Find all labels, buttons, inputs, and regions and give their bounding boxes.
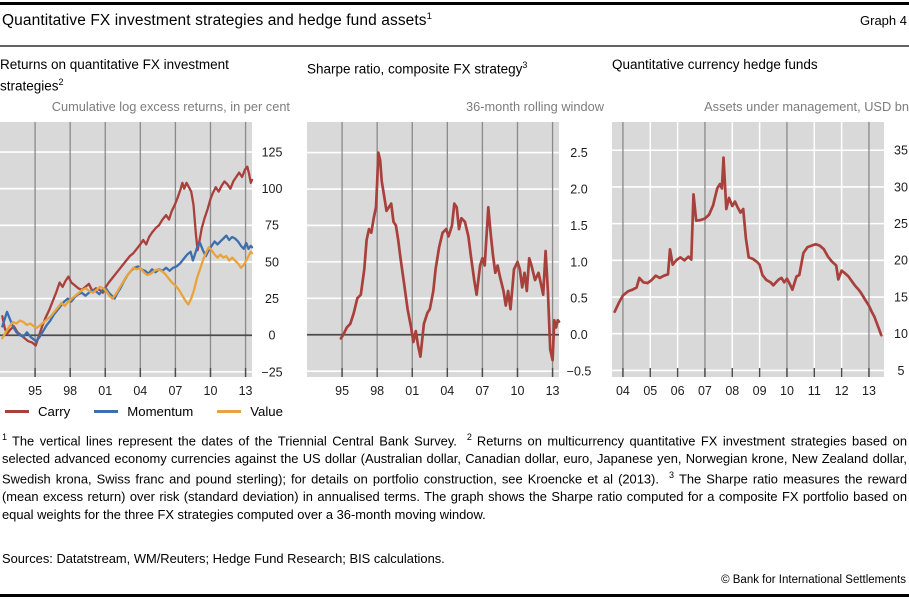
x-axis-tick-label: 07 (697, 384, 712, 398)
footnote-marker-2: 2 (466, 432, 472, 442)
header-rule (0, 45, 909, 47)
momentum-line-swatch (94, 410, 118, 414)
panel-sharpe-ratio (307, 57, 604, 401)
x-axis-tick-label: 12 (834, 384, 849, 398)
x-axis-tick-label: 11 (807, 384, 821, 398)
y-axis-tick-label: 25 (894, 217, 908, 232)
x-axis-tick-label: 13 (238, 384, 253, 398)
y-axis-tick-label: 30 (894, 180, 908, 195)
y-axis-tick-label: 75 (265, 218, 279, 233)
y-axis-tick-label: 125 (261, 145, 283, 160)
y-axis-tick-label: 0 (268, 328, 276, 343)
y-axis-tick-label: −0.5 (566, 364, 592, 379)
panel-title-text: Quantitative currency hedge funds (612, 57, 818, 72)
bottom-rule (0, 594, 909, 597)
chart-svg (0, 120, 290, 401)
chart-returns (0, 120, 290, 401)
page-title-text: Quantitative FX investment strategies and hedge fund assets (2, 12, 427, 30)
graph-number: Graph 4 (860, 13, 907, 29)
legend-item-carry (5, 404, 70, 419)
copyright-notice: © Bank for International Settlements (721, 574, 906, 586)
panel-fx-returns (0, 57, 290, 419)
y-axis-tick-label: 2.0 (570, 182, 588, 197)
chart-svg (307, 120, 597, 401)
footnotes (2, 429, 907, 524)
legend-item-value (217, 404, 283, 419)
panel-title (307, 57, 604, 94)
footnote-text-3: The Sharpe ratio measures the reward (mean excess return) over risk (standard deviation) in annualised terms. The graph shows the Sharpe ratio computed for a composite FX portfolio based on equal weights for the three FX strategies computed over a 36-month moving window. (2, 471, 907, 522)
x-axis-tick-label: 04 (133, 384, 148, 398)
panel-title (612, 57, 909, 94)
x-axis-tick-label: 05 (643, 384, 658, 398)
y-axis-tick-label: −25 (261, 365, 283, 380)
x-axis-tick-label: 13 (862, 384, 876, 398)
chart-aum (612, 120, 909, 401)
carry-line-swatch (5, 410, 29, 414)
title-footnote-marker: 1 (426, 11, 433, 22)
value-line-swatch (217, 410, 241, 414)
legend-item-momentum (94, 404, 193, 419)
x-axis-tick-label: 09 (752, 384, 767, 398)
y-axis-tick-label: 100 (261, 182, 283, 197)
y-axis-tick-label: 10 (894, 327, 908, 342)
y-axis-tick-label: 5 (897, 363, 905, 378)
chart-svg (612, 120, 909, 401)
legend-label: Carry (38, 404, 71, 419)
panel-axis-unit-label: Assets under management, USD bn (704, 99, 909, 114)
chart-sharpe (307, 120, 604, 401)
panel-title (0, 57, 290, 94)
footnote-text-2: Returns on multicurrency quantitative FX investment strategies based on selected advanced economy currencies against the US dollar (Australian dollar, Canadian dollar, euro, Japanese yen, Norwegian krone, New Zealand dollar, Swedish krona, Swiss franc and pound sterling); for details on portfolio construction, see Kroencke et al (2013). (2, 433, 908, 487)
x-axis-tick-label: 07 (475, 384, 490, 398)
x-axis-tick-label: 04 (615, 384, 630, 398)
y-axis-tick-label: 1.5 (570, 218, 588, 233)
x-axis-tick-label: 10 (780, 384, 794, 398)
x-axis-tick-label: 10 (510, 384, 525, 398)
y-axis-tick-label: 1.0 (570, 255, 588, 270)
x-axis-tick-label: 07 (168, 384, 183, 398)
y-axis-tick-label: 25 (265, 291, 279, 306)
legend-label: Momentum (127, 404, 194, 419)
panel-axis-unit-label: 36-month rolling window (466, 99, 604, 114)
x-axis-tick-label: 10 (203, 384, 218, 398)
footnote-marker-3: 3 (668, 470, 674, 481)
footnote-marker-1: 1 (2, 432, 8, 442)
panel-title-text: Returns on quantitative FX investment strategies (0, 57, 229, 93)
x-axis-tick-label: 98 (63, 384, 78, 398)
legend-label: Value (250, 404, 283, 419)
header (2, 11, 907, 30)
y-axis-tick-label: 0.0 (570, 328, 588, 343)
x-axis-tick-label: 04 (440, 384, 455, 398)
panel-axis-unit-label: Cumulative log excess returns, in per cent (51, 99, 290, 114)
top-rule (0, 2, 909, 5)
x-axis-tick-label: 01 (405, 384, 420, 398)
plot-area (307, 122, 559, 377)
x-axis-tick-label: 13 (545, 384, 560, 398)
x-axis-tick-label: 98 (370, 384, 385, 398)
x-axis-tick-label: 01 (98, 384, 113, 398)
x-axis-tick-label: 08 (725, 384, 740, 398)
x-axis-tick-label: 95 (335, 384, 350, 398)
y-axis-tick-label: 20 (894, 253, 908, 268)
sources-line: Sources: Datatstream, WM/Reuters; Hedge Fund Research; BIS calculations. (2, 551, 445, 566)
legend (0, 404, 290, 419)
panels-row (0, 57, 909, 422)
footnote-text-1: The vertical lines represent the dates of the Triennial Central Bank Survey. (12, 433, 457, 449)
panel-footnote-marker: 3 (522, 60, 528, 70)
page-title (2, 11, 432, 30)
x-axis-tick-label: 95 (28, 384, 43, 398)
y-axis-tick-label: 15 (894, 290, 908, 305)
panel-footnote-marker: 2 (58, 76, 64, 87)
y-axis-tick-label: 35 (894, 143, 908, 158)
y-axis-tick-label: 0.5 (570, 291, 588, 306)
y-axis-tick-label: 50 (265, 255, 279, 270)
panel-hedge-funds (612, 57, 909, 401)
y-axis-tick-label: 2.5 (570, 146, 588, 160)
panel-title-text: Sharpe ratio, composite FX strategy (307, 61, 523, 77)
x-axis-tick-label: 06 (670, 384, 685, 398)
